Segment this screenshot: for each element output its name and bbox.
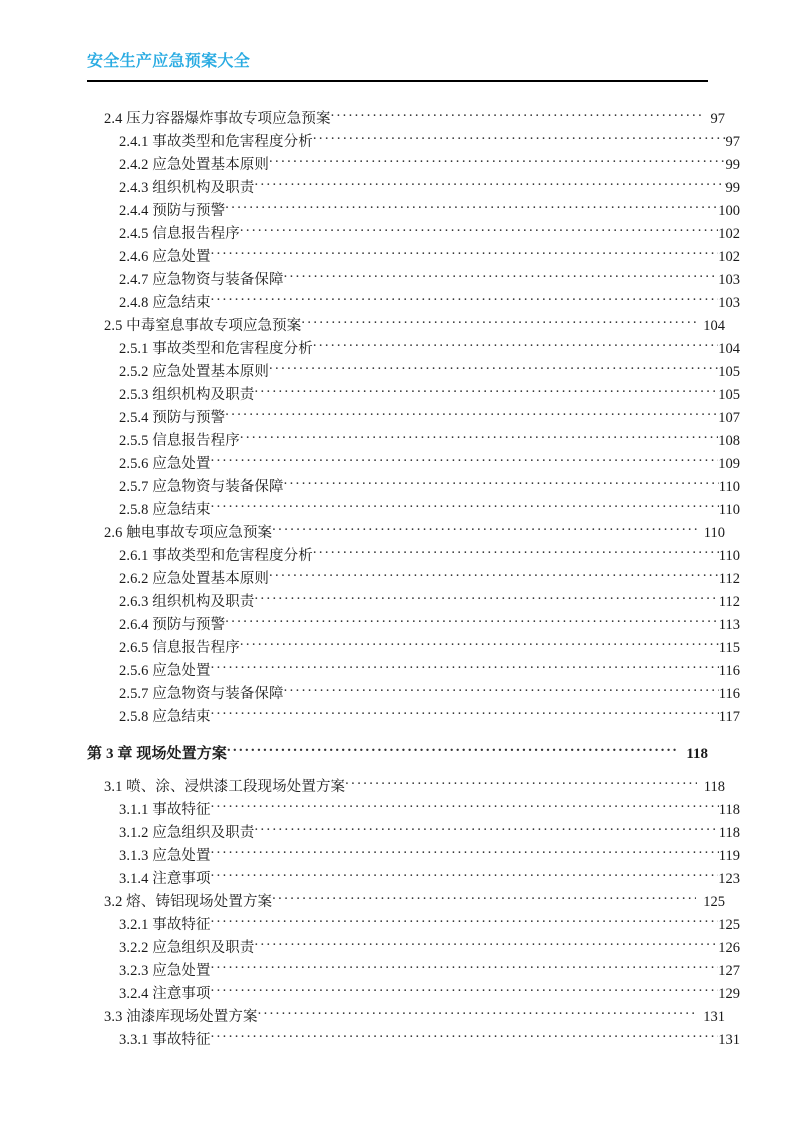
toc-page-number: 131 [718, 1032, 740, 1048]
toc-entry-row[interactable] [87, 983, 740, 1006]
toc-page-number: 112 [718, 594, 740, 610]
toc-entry-label: 2.6.1 事故类型和危害程度分析 [119, 548, 313, 564]
toc-entry-row[interactable] [87, 1006, 725, 1029]
toc-entry-row[interactable] [87, 960, 740, 983]
toc-page-number: 118 [718, 802, 740, 818]
toc-page-number: 115 [718, 640, 740, 656]
toc-entry-row[interactable] [87, 706, 740, 729]
toc-dot-leader [313, 339, 718, 353]
toc-entry-row[interactable] [87, 338, 740, 361]
toc-dot-leader [211, 915, 719, 929]
toc-entry-row[interactable] [87, 200, 740, 223]
toc-entry-label: 2.5.6 应急处置 [119, 456, 211, 472]
toc-dot-leader [225, 201, 718, 215]
toc-entry-row[interactable] [87, 914, 740, 937]
toc-page-number: 97 [725, 134, 740, 150]
toc-page-number: 127 [718, 963, 740, 979]
toc-entry-label: 2.4.3 组织机构及职责 [119, 180, 255, 196]
toc-entry-label: 2.4.4 预防与预警 [119, 203, 226, 219]
toc-dot-leader [269, 569, 719, 583]
toc-entry-row[interactable] [87, 845, 740, 868]
toc-dot-leader [254, 178, 725, 192]
toc-entry-label: 2.5.2 应急处置基本原则 [119, 364, 270, 380]
toc-entry-label: 3.1.4 注意事项 [119, 871, 211, 887]
toc-dot-leader [254, 938, 718, 952]
toc-dot-leader [240, 638, 719, 652]
toc-entry-row[interactable] [87, 776, 725, 799]
toc-dot-leader [211, 846, 719, 860]
toc-entry-label: 2.6.4 预防与预警 [119, 617, 226, 633]
toc-dot-leader [211, 247, 719, 261]
toc-entry-label: 3.2.1 事故特征 [119, 917, 211, 933]
toc-entry-row[interactable] [87, 799, 740, 822]
toc-dot-leader [345, 777, 697, 791]
toc-dot-leader [211, 500, 719, 514]
toc-entry-label: 2.6.5 信息报告程序 [119, 640, 240, 656]
toc-page-number: 110 [718, 479, 740, 495]
toc-entry-label: 2.5.1 事故类型和危害程度分析 [119, 341, 313, 357]
toc-page-number: 105 [718, 387, 740, 403]
header-divider-rule [87, 80, 708, 82]
toc-page-number: 103 [718, 295, 740, 311]
toc-entry-row[interactable] [87, 430, 740, 453]
document-header-title: 安全生产应急预案大全 [87, 51, 251, 70]
toc-entry-row[interactable] [87, 568, 740, 591]
toc-page-number: 110 [703, 525, 725, 541]
toc-entry-label: 2.5.8 应急结束 [119, 709, 211, 725]
toc-page-number: 126 [718, 940, 740, 956]
toc-entry-label: 3.1.3 应急处置 [119, 848, 211, 864]
toc-dot-leader [284, 270, 719, 284]
toc-entry-row[interactable] [87, 614, 740, 637]
toc-entry-row[interactable] [87, 315, 725, 338]
toc-entry-label: 2.5.7 应急物资与装备保障 [119, 686, 284, 702]
toc-page-number: 116 [718, 663, 740, 679]
toc-entry-label: 2.5 中毒窒息事故专项应急预案 [104, 318, 302, 334]
toc-entry-row[interactable] [87, 683, 740, 706]
toc-entry-row[interactable] [87, 407, 740, 430]
toc-entry-row[interactable] [87, 937, 740, 960]
toc-entry-label: 2.5.6 应急处置 [119, 663, 211, 679]
toc-entry-row[interactable] [87, 177, 740, 200]
toc-page-number: 99 [725, 180, 740, 196]
toc-page-number: 118 [686, 746, 708, 762]
toc-dot-leader [331, 109, 704, 123]
toc-entry-row[interactable] [87, 223, 740, 246]
toc-page-number: 118 [703, 779, 725, 795]
toc-entry-label: 3.2 熔、铸铝现场处置方案 [104, 894, 273, 910]
toc-page-number: 102 [718, 249, 740, 265]
toc-dot-leader [211, 869, 719, 883]
toc-entry-label: 2.4.6 应急处置 [119, 249, 211, 265]
toc-page-number: 107 [718, 410, 740, 426]
toc-page-number: 118 [718, 825, 740, 841]
toc-chapter-row[interactable] [87, 743, 708, 766]
toc-page-number: 113 [718, 617, 740, 633]
toc-dot-leader [227, 744, 679, 758]
toc-entry-row[interactable] [87, 384, 740, 407]
toc-entry-row[interactable] [87, 660, 740, 683]
toc-entry-row[interactable] [87, 476, 740, 499]
toc-page-number: 125 [703, 894, 725, 910]
toc-entry-label: 2.4.2 应急处置基本原则 [119, 157, 270, 173]
toc-entry-label: 3.3.1 事故特征 [119, 1032, 211, 1048]
toc-page-number: 116 [718, 686, 740, 702]
toc-dot-leader [211, 293, 719, 307]
toc-entry-label: 2.5.8 应急结束 [119, 502, 211, 518]
toc-dot-leader [240, 431, 718, 445]
toc-entry-row[interactable] [87, 1029, 740, 1052]
toc-dot-leader [301, 316, 696, 330]
toc-entry-label: 3.2.3 应急处置 [119, 963, 211, 979]
toc-page-number: 100 [718, 203, 740, 219]
toc-entry-label: 2.4.5 信息报告程序 [119, 226, 240, 242]
toc-page-number: 108 [718, 433, 740, 449]
toc-page-number: 99 [725, 157, 740, 173]
toc-entry-row[interactable] [87, 361, 740, 384]
toc-dot-leader [211, 984, 719, 998]
toc-page-number: 110 [718, 502, 740, 518]
toc-entry-row[interactable] [87, 637, 740, 660]
toc-dot-leader [225, 408, 718, 422]
toc-entry-label: 3.2.2 应急组织及职责 [119, 940, 255, 956]
toc-entry-label: 3.1.2 应急组织及职责 [119, 825, 255, 841]
toc-page-number: 125 [718, 917, 740, 933]
toc-dot-leader [313, 546, 719, 560]
toc-entry-label: 2.4 压力容器爆炸事故专项应急预案 [104, 111, 331, 127]
toc-dot-leader [284, 684, 719, 698]
toc-dot-leader [258, 1007, 697, 1021]
toc-dot-leader [211, 1030, 719, 1044]
toc-page-number: 112 [718, 571, 740, 587]
toc-dot-leader [254, 385, 718, 399]
toc-entry-label: 2.5.3 组织机构及职责 [119, 387, 255, 403]
toc-entry-label: 2.5.7 应急物资与装备保障 [119, 479, 284, 495]
toc-dot-leader [211, 800, 719, 814]
toc-page-number: 123 [718, 871, 740, 887]
toc-entry-row[interactable] [87, 246, 740, 269]
toc-dot-leader [211, 961, 719, 975]
toc-entry-row[interactable] [87, 453, 740, 476]
toc-page-number: 102 [718, 226, 740, 242]
toc-entry-row[interactable] [87, 108, 725, 131]
toc-entry-label: 第 3 章 现场处置方案 [87, 746, 227, 762]
toc-page-number: 129 [718, 986, 740, 1002]
toc-page-number: 119 [718, 848, 740, 864]
toc-dot-leader [313, 132, 726, 146]
toc-page-number: 110 [718, 548, 740, 564]
toc-entry-row[interactable] [87, 154, 740, 177]
toc-dot-leader [211, 454, 719, 468]
toc-dot-leader [254, 823, 718, 837]
toc-page-number: 97 [710, 111, 725, 127]
toc-page-number: 109 [718, 456, 740, 472]
toc-entry-label: 2.6.3 组织机构及职责 [119, 594, 255, 610]
toc-dot-leader [272, 523, 697, 537]
running-header [87, 50, 708, 82]
toc-entry-label: 3.1.1 事故特征 [119, 802, 211, 818]
toc-entry-label: 3.1 喷、涂、浸烘漆工段现场处置方案 [104, 779, 346, 795]
toc-entry-label: 2.4.8 应急结束 [119, 295, 211, 311]
toc-entry-row[interactable] [87, 868, 740, 891]
toc-dot-leader [240, 224, 718, 238]
toc-entry-label: 3.2.4 注意事项 [119, 986, 211, 1002]
toc-entry-label: 2.4.7 应急物资与装备保障 [119, 272, 284, 288]
toc-entry-label: 2.4.1 事故类型和危害程度分析 [119, 134, 313, 150]
toc-entry-label: 2.6.2 应急处置基本原则 [119, 571, 270, 587]
toc-page-number: 104 [703, 318, 725, 334]
toc-entry-row[interactable] [87, 269, 740, 292]
toc-page-number: 104 [718, 341, 740, 357]
toc-entry-row[interactable] [87, 545, 740, 568]
toc-dot-leader [254, 592, 718, 606]
toc-dot-leader [269, 362, 718, 376]
toc-dot-leader [225, 615, 719, 629]
toc-page-number: 105 [718, 364, 740, 380]
toc-dot-leader [211, 707, 719, 721]
toc-entry-row[interactable] [87, 522, 725, 545]
toc-page-number: 103 [718, 272, 740, 288]
toc-entry-row[interactable] [87, 891, 725, 914]
toc-dot-leader [269, 155, 725, 169]
toc-entry-label: 3.3 油漆库现场处置方案 [104, 1009, 258, 1025]
toc-entry-label: 2.6 触电事故专项应急预案 [104, 525, 273, 541]
toc-entry-row[interactable] [87, 131, 740, 154]
toc-entry-row[interactable] [87, 822, 740, 845]
toc-entry-row[interactable] [87, 499, 740, 522]
toc-dot-leader [284, 477, 719, 491]
toc-entry-label: 2.5.4 预防与预警 [119, 410, 226, 426]
toc-entry-row[interactable] [87, 292, 740, 315]
toc-entry-label: 2.5.5 信息报告程序 [119, 433, 240, 449]
toc-page-number: 117 [718, 709, 740, 725]
toc-dot-leader [272, 892, 696, 906]
toc-entry-row[interactable] [87, 591, 740, 614]
toc-dot-leader [211, 661, 719, 675]
toc-page-number: 131 [703, 1009, 725, 1025]
table-of-contents [87, 108, 740, 1052]
